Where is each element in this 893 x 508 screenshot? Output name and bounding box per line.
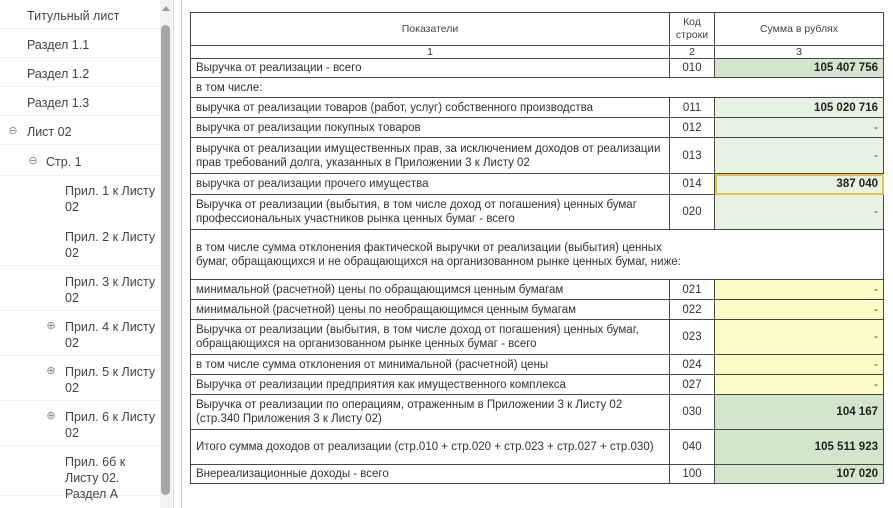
row-code: 030 (670, 395, 715, 430)
row-value-input[interactable]: - (715, 355, 884, 375)
row-code: 100 (670, 465, 715, 484)
row-label: в том числе сумма отклонения фактической выручки от реализации (выбытия) ценных бумаг, обращающихся и не обращающихся на организованном рынке ценных бумаг, ниже: (191, 230, 884, 280)
collapse-icon[interactable]: ⊖ (28, 155, 38, 167)
row-value-input[interactable]: - (715, 280, 884, 300)
tree-item-label: Прил. 2 к Листу 02 (65, 230, 156, 260)
tree-item-appendix-6b[interactable] (0, 446, 159, 501)
table-row (191, 430, 884, 465)
row-value-input[interactable]: - (715, 118, 884, 138)
row-value-input[interactable]: 104 167 (715, 395, 884, 430)
tree-scrollbar[interactable] (160, 0, 172, 508)
tree-item-appendix-6[interactable] (0, 401, 159, 446)
tree-item-label: Раздел 1.2 (27, 67, 90, 81)
row-label: в том числе сумма отклонения от минимальной (расчетной) цены (191, 355, 670, 375)
expand-icon[interactable]: ⊕ (46, 320, 56, 332)
tree-item-appendix-2[interactable] (0, 221, 159, 266)
tree-item-section-1-3[interactable] (0, 87, 159, 116)
tree-item-label: Раздел 1.3 (27, 96, 90, 110)
row-code: 021 (670, 280, 715, 300)
table-row (191, 138, 884, 174)
tree-item-appendix-3[interactable] (0, 266, 159, 311)
table-row (191, 59, 884, 78)
row-label: Выручка от реализации по операциям, отраженным в Приложении 3 к Листу 02 (стр.340 Приложения 3 к Листу 02) (191, 395, 670, 430)
expand-icon[interactable]: ⊕ (46, 365, 56, 377)
tree-item-label: Лист 02 (27, 125, 72, 139)
row-code: 020 (670, 195, 715, 230)
row-value-input[interactable]: - (715, 195, 884, 230)
tree-item-sheet-02[interactable] (0, 116, 159, 145)
row-label: Итого сумма доходов от реализации (стр.010 + стр.020 + стр.023 + стр.027 + стр.030) (191, 430, 670, 465)
scroll-up-arrow-icon[interactable] (162, 6, 170, 11)
table-row (191, 174, 884, 195)
row-value-input[interactable]: 107 020 (715, 465, 884, 484)
row-code: 024 (670, 355, 715, 375)
table-row (191, 395, 884, 430)
row-value-input[interactable]: 105 407 756 (715, 59, 884, 78)
tree-item-label: Прил. 5 к Листу 02 (65, 365, 156, 395)
tree-item-label: Стр. 1 (46, 155, 82, 169)
column-number: 2 (670, 46, 715, 59)
row-code: 010 (670, 59, 715, 78)
header-sum: Сумма в рублях (715, 13, 884, 46)
row-label: Выручка от реализации (выбытия, в том числе доход от погашения) ценных бумаг профессиональных участников рынка ценных бумаг - всего (191, 195, 670, 230)
tree-item-appendix-5[interactable] (0, 356, 159, 401)
table-header-row (191, 13, 884, 46)
tree-item-label: Прил. 6 к Листу 02 (65, 410, 156, 440)
table-row (191, 118, 884, 138)
row-code: 040 (670, 430, 715, 465)
tree-item-label: Прил. 6б к Листу 02. Раздел А (65, 455, 126, 501)
column-number: 1 (191, 46, 670, 59)
row-label: выручка от реализации прочего имущества (191, 174, 670, 195)
row-label: выручка от реализации покупных товаров (191, 118, 670, 138)
tree-item-label: Прил. 1 к Листу 02 (65, 184, 156, 214)
tree-item-appendix-1-wrap (0, 176, 159, 220)
table-row (191, 320, 884, 355)
table-row (191, 195, 884, 230)
row-label: выручка от реализации имущественных прав, за исключением доходов от реализации прав требований долга, указанных в Приложении 3 к Листу 02 (191, 138, 670, 174)
table-row (191, 98, 884, 118)
column-number: 3 (715, 46, 884, 59)
tree-item-appendix-4[interactable] (0, 311, 159, 356)
tree-item-label: Титульный лист (27, 9, 120, 23)
row-label: Выручка от реализации (выбытия, в том числе доход от погашения) ценных бумаг, обращающихся на организованном рынке ценных бумаг - всего (191, 320, 670, 355)
row-code: 027 (670, 375, 715, 395)
table-row (191, 375, 884, 395)
row-label: минимальной (расчетной) цены по обращающимся ценным бумагам (191, 280, 670, 300)
row-label: в том числе: (191, 78, 884, 98)
table-row (191, 300, 884, 320)
collapse-icon[interactable]: ⊖ (8, 125, 18, 137)
tree-item-label: Прил. 3 к Листу 02 (65, 275, 156, 305)
table-row (191, 230, 884, 280)
divider (181, 0, 182, 508)
header-indicators: Показатели (191, 13, 670, 46)
expand-icon[interactable]: ⊕ (46, 410, 56, 422)
row-value-input[interactable]: 105 511 923 (715, 430, 884, 465)
tree-item-label: Раздел 1.1 (27, 38, 90, 52)
header-code: Код строки (670, 13, 715, 46)
column-number-row (191, 46, 884, 59)
tree-item-page-1[interactable] (0, 145, 159, 176)
row-value-input[interactable]: - (715, 138, 884, 174)
row-code: 023 (670, 320, 715, 355)
declaration-form (174, 0, 893, 508)
row-code: 014 (670, 174, 715, 195)
row-label: Выручка от реализации предприятия как имущественного комплекса (191, 375, 670, 395)
navigation-tree (0, 0, 174, 508)
scrollbar-thumb[interactable] (161, 25, 170, 495)
tree-item-section-1-1[interactable] (0, 29, 159, 58)
tree-item-section-1-2[interactable] (0, 58, 159, 87)
row-value-input[interactable]: - (715, 375, 884, 395)
row-value-input-focused[interactable]: 387 040 (715, 174, 884, 195)
table-row (191, 78, 884, 98)
row-code: 012 (670, 118, 715, 138)
row-code: 022 (670, 300, 715, 320)
row-value-input[interactable]: - (715, 300, 884, 320)
row-label: минимальной (расчетной) цены по необращающимся ценным бумагам (191, 300, 670, 320)
row-value-input[interactable]: 105 020 716 (715, 98, 884, 118)
row-value-input[interactable]: - (715, 320, 884, 355)
row-code: 013 (670, 138, 715, 174)
table-row (191, 355, 884, 375)
tree-item-appendix-1[interactable] (61, 180, 158, 217)
table-row (191, 280, 884, 300)
table-row (191, 465, 884, 484)
row-code: 011 (670, 98, 715, 118)
tree-item-title-page[interactable] (0, 0, 159, 29)
income-table (190, 12, 884, 484)
tree-item-label: Прил. 4 к Листу 02 (65, 320, 156, 350)
row-label: Выручка от реализации - всего (191, 59, 670, 78)
row-label: Внереализационные доходы - всего (191, 465, 670, 484)
row-label: выручка от реализации товаров (работ, услуг) собственного производства (191, 98, 670, 118)
